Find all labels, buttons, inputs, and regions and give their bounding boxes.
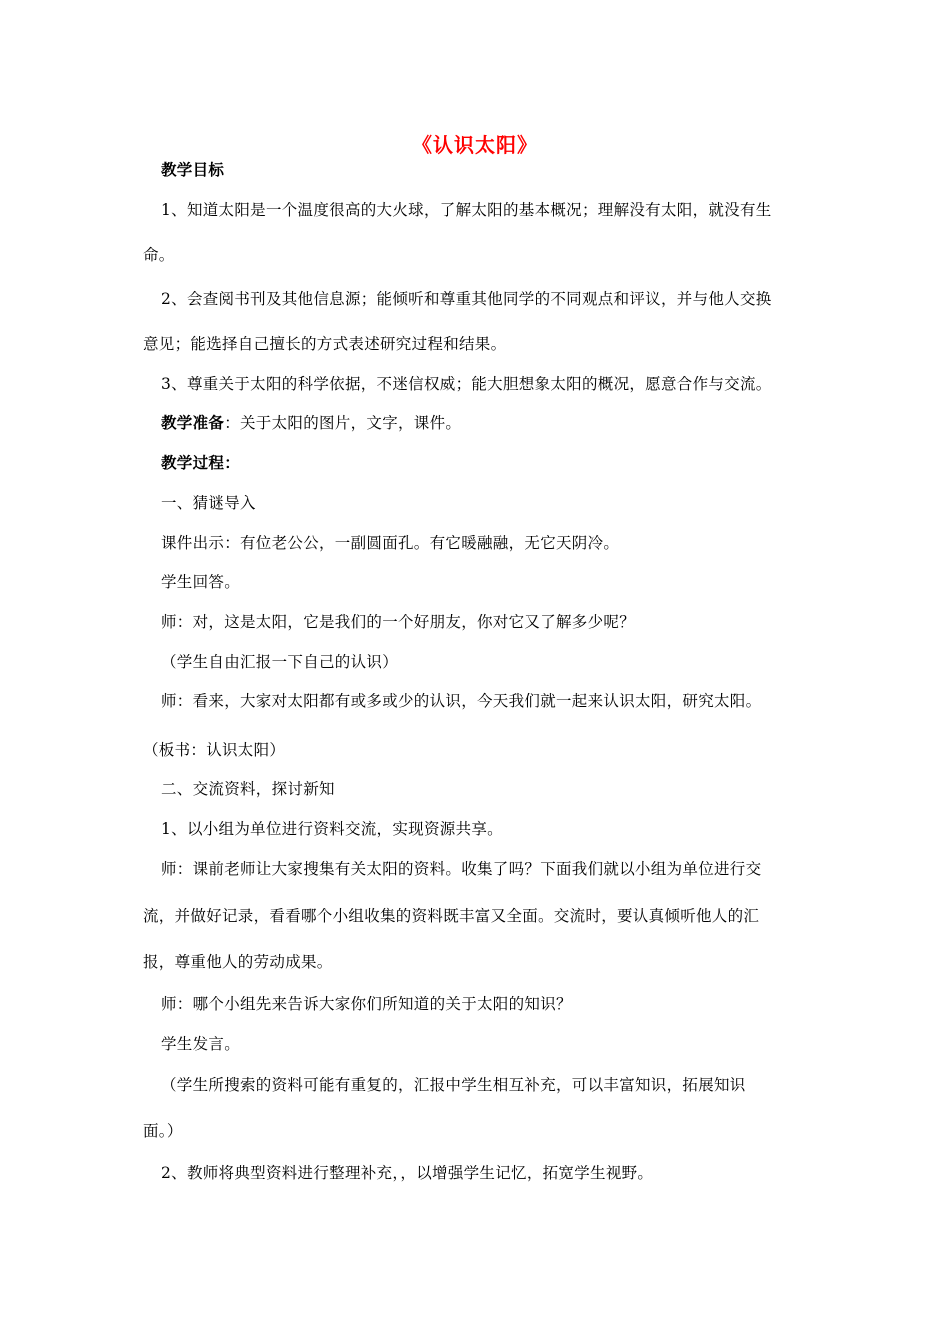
teacher-line-3c: 报，尊重他人的劳动成果。 [143,953,333,971]
process-heading [161,453,240,473]
objective-1-line-1: 1、知道太阳是一个温度很高的大火球，了解太阳的基本概况；理解没有太阳，就没有生 [161,201,772,219]
teacher-line-3b: 流，并做好记录，看看哪个小组收集的资料既丰富又全面。交流时，要认真倾听他人的汇 [143,907,760,925]
teacher-line-4: 师：哪个小组先来告诉大家你们所知道的关于太阳的知识？ [161,995,572,1013]
riddle-text: 课件出示：有位老公公，一副圆面孔。有它暖融融，无它天阴冷。 [161,534,620,552]
note-line-2: 面。） [143,1122,183,1140]
note-line-1: （学生所搜索的资料可能有重复的，汇报中学生相互补充，可以丰富知识，拓展知识 [161,1076,746,1094]
teacher-line-1: 师：对，这是太阳，它是我们的一个好朋友，你对它又了解多少呢？ [161,613,636,631]
process-heading-text: 教学过程 [161,453,225,472]
step-2: 2、教师将典型资料进行整理补充，，以增强学生记忆，拓宽学生视野。 [161,1164,654,1182]
section-1-heading: 一、猜谜导入 [161,494,256,512]
student-report: （学生自由汇报一下自己的认识） [161,653,399,671]
teacher-line-3a: 师：课前老师让大家搜集有关太阳的资料。收集了吗？下面我们就以小组为单位进行交 [161,860,762,878]
document-title: 《认识太阳》 [412,133,538,157]
process-heading-colon: ： [224,453,241,472]
student-speak: 学生发言。 [161,1035,241,1053]
step-1: 1、以小组为单位进行资料交流，实现资源共享。 [161,820,503,838]
section-2-heading: 二、交流资料，探讨新知 [161,780,335,798]
preparation-label: 教学准备 [161,413,225,432]
preparation [161,413,461,433]
objective-1-line-2: 命。 [143,246,175,264]
student-answer: 学生回答。 [161,573,241,591]
objective-2-line-2: 意见；能选择自己擅长的方式表述研究过程和结果。 [143,335,507,353]
objective-2-line-1: 2、会查阅书刊及其他信息源；能倾听和尊重其他同学的不同观点和评议，并与他人交换 [161,290,772,308]
objective-3: 3、尊重关于太阳的科学依据，不迷信权威；能大胆想象太阳的概况，愿意合作与交流。 [161,375,772,393]
blackboard-note: （板书：认识太阳） [143,741,286,759]
preparation-text: ：关于太阳的图片，文字，课件。 [224,414,462,432]
objectives-heading: 教学目标 [161,160,225,179]
teacher-line-2: 师：看来，大家对太阳都有或多或少的认识，今天我们就一起来认识太阳，研究太阳。 [161,692,762,710]
